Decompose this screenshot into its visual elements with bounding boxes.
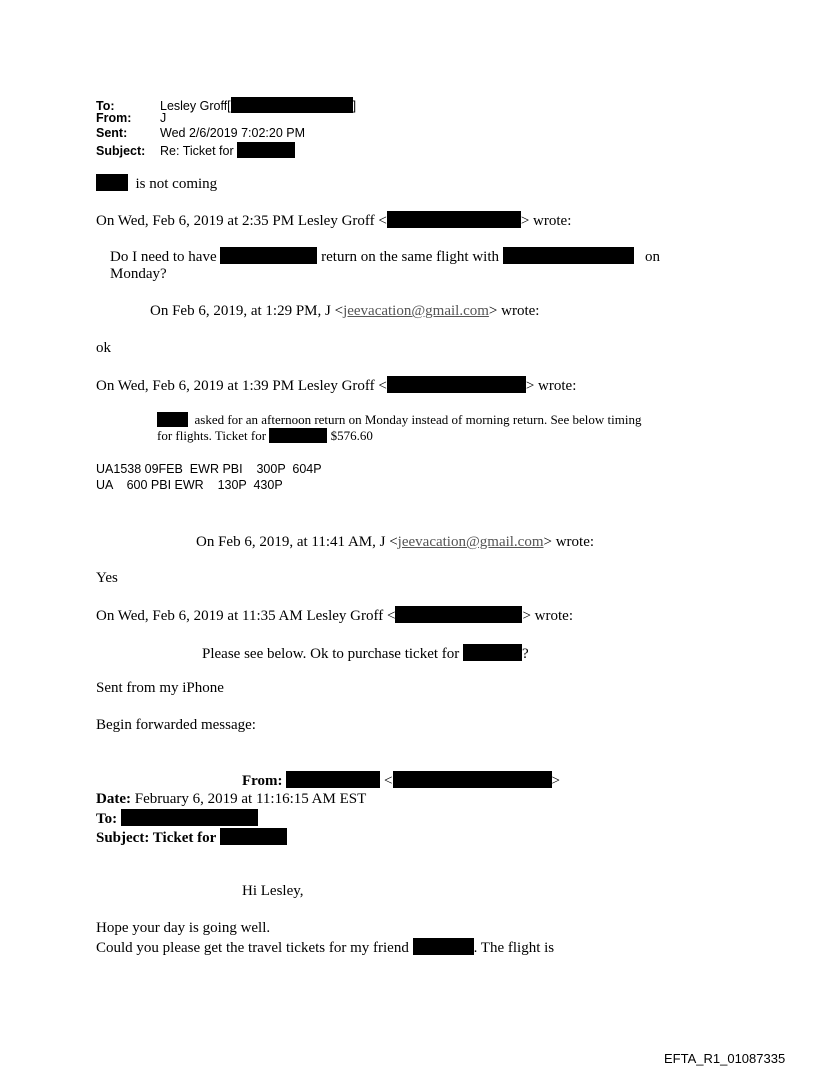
redaction-block [220,828,287,845]
please-see-text: Please see below. Ok to purchase ticket for [202,646,460,662]
redaction-block [503,247,634,264]
wrote-suffix: > wrote: [543,534,595,550]
email-link[interactable]: jeevacation@gmail.com [397,534,544,550]
quote-header-text: On Feb 6, 2019, at 11:41 AM, J < [196,534,398,550]
quote-header-235pm [96,211,571,230]
header-to-value: Lesley Groff[ [160,99,231,113]
redaction-block [393,771,552,788]
body-text-3: . The flight is [473,940,555,956]
header-from-value: J [160,111,167,125]
forwarded-to-label: To: [96,811,118,827]
body-line-2 [96,938,554,957]
wrote-suffix: > wrote: [522,608,573,624]
flight-line-1: UA1538 09FEB EWR PBI 300P 604P [96,462,322,476]
ticket-price: $576.60 [330,428,373,443]
header-sent-row [96,127,305,141]
forwarded-to-row [96,809,258,828]
quote-header-text: On Wed, Feb 6, 2019 at 1:39 PM Lesley Groff < [96,378,387,394]
ask-line-2 [157,428,373,443]
header-subject-row [96,142,295,159]
please-see-line [202,644,529,663]
question-text-1: Do I need to have [110,249,217,265]
redaction-block [463,644,522,661]
redaction-block [220,247,317,264]
angle-open: < [384,773,393,789]
quote-header-text: On Wed, Feb 6, 2019 at 2:35 PM Lesley Groff < [96,213,387,229]
quote-header-1141am [196,534,594,551]
header-to-close: ] [352,99,357,113]
redaction-block [96,174,128,191]
begin-forwarded: Begin forwarded message: [96,717,256,733]
body-text-2: Could you please get the travel tickets for my friend [96,940,409,956]
wrote-suffix: > wrote: [525,378,577,394]
question-line-2: Monday? [110,266,167,282]
forwarded-date-label: Date: [96,791,131,807]
redaction-block [413,938,474,955]
quote-header-129pm [150,303,539,320]
question-text-3: on [645,249,661,265]
redaction-block [237,142,295,158]
sent-from-iphone: Sent from my iPhone [96,680,224,696]
not-coming-text: is not coming [135,176,218,192]
bates-number: EFTA_R1_01087335 [664,1051,786,1066]
header-subject-label: Subject: [96,144,146,158]
redaction-block [231,97,353,113]
question-line-1 [110,247,660,266]
wrote-suffix: > wrote: [488,303,540,319]
quote-header-text: On Wed, Feb 6, 2019 at 11:35 AM Lesley Groff < [96,608,396,624]
reply-yes: Yes [96,570,118,586]
wrote-suffix: > wrote: [520,213,572,229]
quote-header-1135am [96,606,573,625]
body-line-1: Hope your day is going well. [96,920,271,936]
header-from-row [96,112,166,126]
ask-text-1: asked for an afternoon return on Monday instead of morning return. See below timing [194,412,642,427]
header-to-label: To: [96,99,115,113]
question-text-2: return on the same flight with [321,249,500,265]
reply-not-coming [96,174,217,193]
redaction-block [157,412,188,427]
forwarded-subject-label: Subject: Ticket for [96,830,217,846]
ask-line-1 [157,412,641,427]
forwarded-from-row [242,771,560,790]
redaction-block [387,376,526,393]
angle-close: > [551,773,560,789]
redaction-block [395,606,522,623]
redaction-block [286,771,380,788]
email-link[interactable]: jeevacation@gmail.com [343,303,489,319]
forwarded-from-label: From: [242,773,283,789]
header-sent-value: Wed 2/6/2019 7:02:20 PM [160,126,306,140]
question-mark: ? [522,646,529,662]
redaction-block [387,211,521,228]
redaction-block [269,428,327,443]
quote-header-text: On Feb 6, 2019, at 1:29 PM, J < [150,303,344,319]
header-from-label: From: [96,111,132,125]
forwarded-date-row [96,791,366,808]
forwarded-subject-row [96,828,287,847]
flight-line-2: UA 600 PBI EWR 130P 430P [96,478,283,492]
reply-ok: ok [96,340,111,356]
quote-header-139pm [96,376,576,395]
redaction-block [121,809,258,826]
greeting: Hi Lesley, [242,883,304,899]
ask-text-2: for flights. Ticket for [157,428,267,443]
forwarded-date-value: February 6, 2019 at 11:16:15 AM EST [134,791,367,807]
header-sent-label: Sent: [96,126,128,140]
header-subject-value: Re: Ticket for [160,144,234,158]
